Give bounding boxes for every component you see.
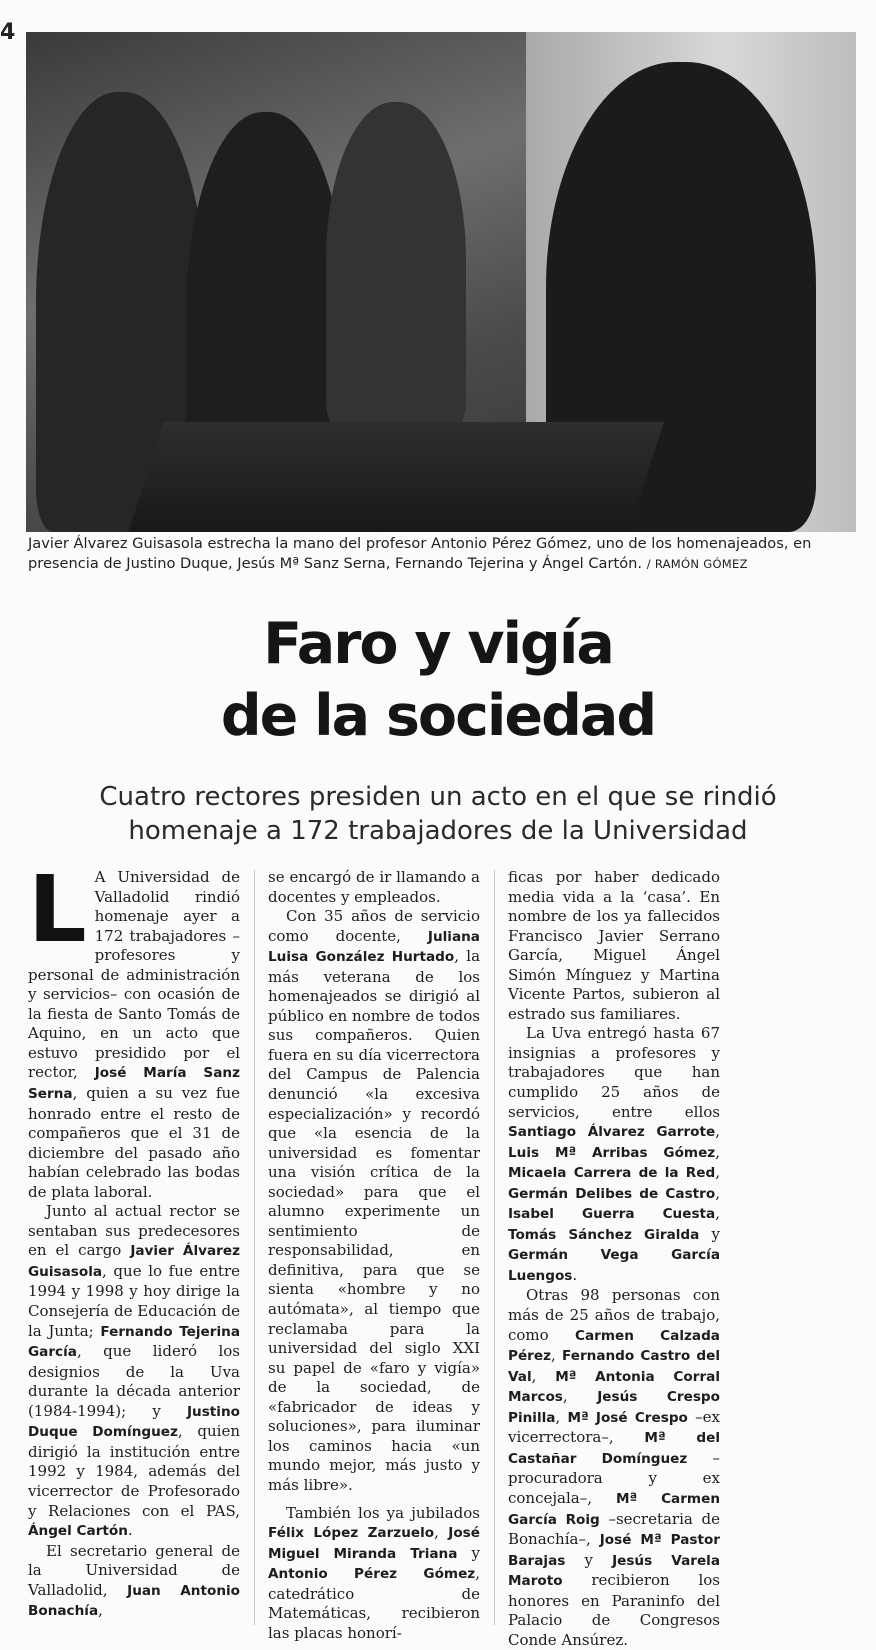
photo-table: [128, 422, 664, 532]
photo-credit: / RAMÓN GÓMEZ: [646, 557, 748, 571]
text: También los ya jubilados: [286, 1503, 480, 1522]
headline-line-1: Faro y vigía: [263, 611, 613, 677]
headline: [0, 608, 876, 752]
person-name: Carmen Calzada Pérez: [508, 1327, 720, 1365]
text: ,: [562, 1387, 598, 1406]
paragraph-6: [508, 1024, 720, 1286]
person-name: Germán Delibes de Castro: [508, 1185, 716, 1202]
text: ,: [434, 1523, 449, 1542]
person-name: Juliana Luisa González Hurtado: [268, 928, 480, 966]
article-column-3: [508, 868, 720, 1650]
person-name: Javier Álvarez Guisasola: [28, 1243, 240, 1280]
text: –secretaria de Bonachía–,: [508, 1509, 720, 1549]
text: y: [699, 1224, 720, 1243]
text: A Universidad de Valladolid rindió homenaje ayer a 172 trabajadores –profesores y personal de administración y servicios– con ocasión de la fiesta de Santo Tomás de Aquino, en un acto que estuvo presidido por el rector,: [28, 868, 240, 1082]
person-name: Santiago Álvarez Garrote: [508, 1124, 716, 1141]
paragraph-4: [268, 907, 480, 1495]
text: y: [457, 1543, 480, 1562]
text: , la más veterana de los homenajeados se dirigió al público en nombre de todos sus compañeros. Quien fuera en su día vicerrectora del Campus de Palencia denunció «la excesiva especialización» y recordó que «la esencia de la universidad es fomentar una visión crítica de la sociedad» para que el alumno experimente un sentimiento de responsabilidad, en definitiva, para que se sienta «hombre y no autómata», al tiempo que reclamaba para la universidad del siglo XXI su papel de «faro y vigía» de la sociedad, de «fabricador de ideas y soluciones», para iluminar los caminos hacia «un mundo mejor, más justo y más libre».: [268, 947, 481, 1494]
person-name: Juan Antonio Bonachía: [28, 1582, 240, 1620]
paragraph-3-continued: [268, 868, 480, 907]
column-divider-1: [254, 870, 255, 1625]
person-name: Mª del Castañar Domínguez: [508, 1430, 720, 1467]
text: recibieron los honores en Paraninfo del Palacio de Congresos Conde Ansúrez.: [508, 1571, 720, 1649]
text: ,: [715, 1163, 720, 1182]
text: Con 35 años de servicio como docente,: [268, 907, 480, 945]
paragraph-3: El secretario general de la Universidad de Valladolid, Juan Antonio Bonachía,: [28, 1541, 240, 1620]
subheadline-line-2: homenaje a 172 trabajadores de la Universidad: [128, 816, 748, 846]
text: Otras 98 personas con más de 25 años de trabajo, como: [508, 1286, 720, 1344]
person-name: Fernando Castro del Val: [508, 1348, 720, 1385]
text: ,: [531, 1366, 556, 1385]
page-number: 4: [0, 20, 16, 45]
text: ,: [555, 1407, 568, 1426]
text: Junto al actual rector se sentaban sus predecesores en el cargo: [28, 1202, 240, 1260]
person-name: Fernando Tejerina García: [28, 1323, 240, 1361]
article-column-1: [28, 856, 240, 1622]
text: El secretario general de la Universidad de Valladolid,: [28, 1541, 240, 1599]
text: , que lo fue entre 1994 y 1998 y hoy dirige la Consejería de Educación de la Junta;: [28, 1261, 240, 1340]
news-photo: [26, 32, 856, 532]
person-name: Isabel Guerra Cuesta: [508, 1206, 716, 1223]
text: se encargó de ir llamando a docentes y empleados.: [268, 868, 480, 906]
text: ,: [551, 1346, 562, 1365]
person-name: Germán Vega García Luengos: [508, 1247, 720, 1284]
photo-person-back: [326, 102, 466, 432]
text: .: [127, 1521, 133, 1540]
person-name: Jesús Crespo Pinilla: [508, 1389, 720, 1426]
text: , que lideró los designios de la Uva durante la década anterior (1984-1994); y: [28, 1342, 240, 1420]
person-name: José Mª Pastor Barajas: [508, 1532, 720, 1569]
text: ,: [715, 1183, 720, 1202]
text: .: [572, 1265, 578, 1284]
caption-text: Javier Álvarez Guisasola estrecha la mano del profesor Antonio Pérez Gómez, uno de los homenajeados, en presencia de Justino Duque, Jesús Mª Sanz Serna, Fernando Tejerina y Ángel Cartón.: [28, 535, 812, 572]
paragraph-7: [508, 1286, 720, 1650]
person-name: Luis Mª Arribas Gómez: [508, 1144, 716, 1161]
text: ,: [715, 1142, 720, 1161]
subheadline-line-1: Cuatro rectores presiden un acto en el que se rindió: [99, 782, 777, 812]
paragraph-5-continued: [508, 868, 720, 1024]
text: , quien a su vez fue honrado entre el resto de compañeros que el 31 de diciembre del pasado año habían celebrado las bodas de plata laboral.: [28, 1084, 240, 1201]
person-name: Mª Antonia Corral Marcos: [508, 1368, 720, 1406]
person-name: Ángel Cartón: [28, 1523, 128, 1540]
person-name: Félix López Zarzuelo: [268, 1525, 435, 1542]
person-name: Tomás Sánchez Giralda: [508, 1226, 700, 1243]
person-name: Antonio Pérez Gómez: [268, 1566, 476, 1583]
text: ,: [715, 1122, 720, 1141]
person-name: José Miguel Miranda Triana: [268, 1525, 480, 1562]
person-name: Jesús Varela Maroto: [508, 1552, 720, 1590]
person-name: Mª José Crespo: [567, 1409, 688, 1426]
text: –procuradora y ex concejala–,: [508, 1448, 720, 1507]
paragraph-1: [28, 856, 240, 1202]
text: , quien dirigió la institución entre 1992 y 1984, además del vicerrector de Profesorado y Relaciones con el PAS,: [28, 1422, 240, 1520]
subheadline: [0, 780, 876, 848]
person-name: Justino Duque Domínguez: [28, 1403, 240, 1441]
text: La Uva entregó hasta 67 insignias a profesores y trabajadores que han cumplido 25 años de servicios, entre ellos: [508, 1024, 720, 1121]
text: y: [565, 1550, 613, 1569]
person-name: Micaela Carrera de la Red: [508, 1165, 716, 1182]
text: –ex vicerrectora–,: [508, 1407, 720, 1447]
text: ficas por haber dedicado media vida a la ‘casa’. En nombre de los ya fallecidos Francisco Javier Serrano García, Miguel Ángel Simón Mínguez y Martina Vicente Partos, subieron al estrado sus familiares.: [508, 868, 720, 1023]
photo-caption: [28, 534, 858, 574]
text: ,: [715, 1204, 720, 1223]
drop-cap: L: [28, 856, 87, 963]
person-name: Mª Carmen García Roig: [508, 1490, 720, 1528]
column-divider-2: [494, 870, 495, 1625]
paragraph-2: [28, 1202, 240, 1541]
paragraph-5: [268, 1504, 480, 1644]
text: , catedrático de Matemáticas, recibieron las placas honorí-: [268, 1564, 480, 1642]
person-name: José María Sanz Serna: [28, 1065, 240, 1103]
article-column-2: [268, 868, 480, 1643]
headline-line-2: de la sociedad: [220, 683, 656, 749]
